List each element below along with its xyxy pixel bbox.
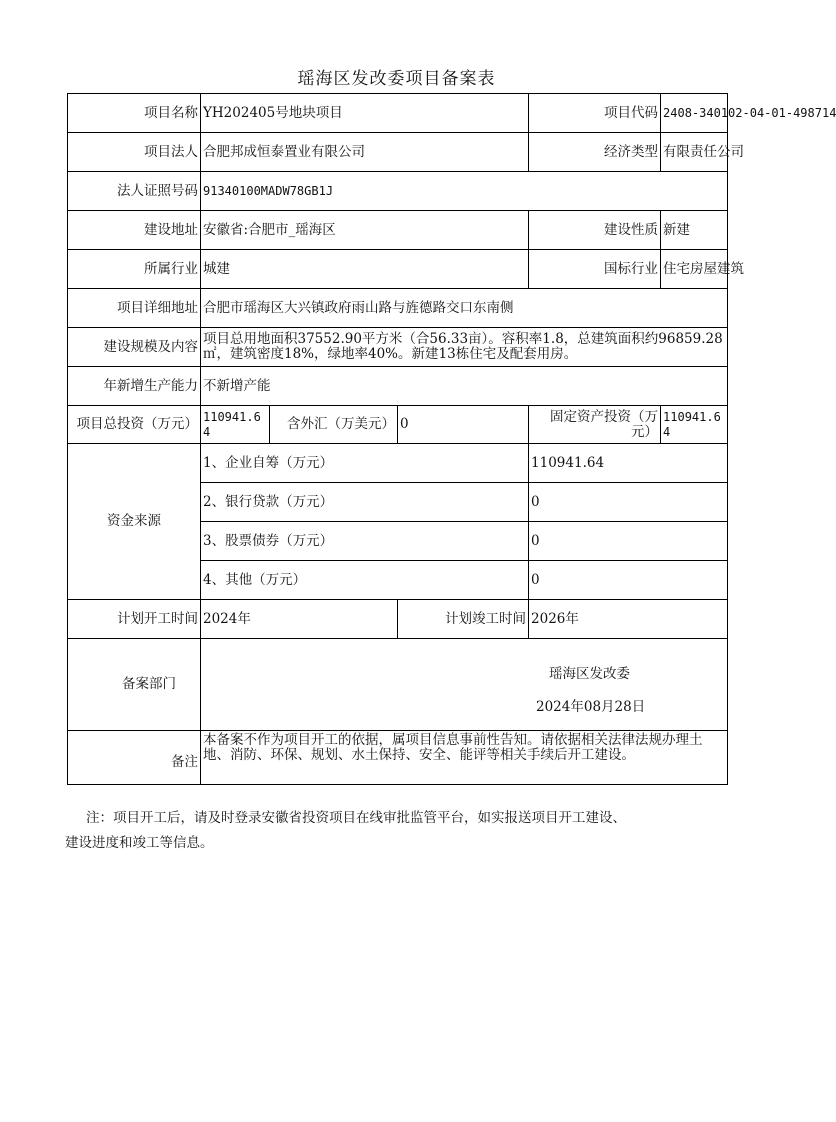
- row-capacity: [68, 367, 728, 406]
- department-date: 2024年08月28日: [536, 699, 646, 715]
- funding-item-label: 1、企业自筹（万元）: [201, 444, 529, 483]
- fixed-investment-value: 110941.64: [661, 406, 728, 444]
- row-detail-address: [68, 289, 728, 328]
- legal-person-label: 项目法人: [68, 133, 201, 172]
- industry-value: 城建: [201, 250, 529, 289]
- row-remark: [68, 731, 728, 785]
- funding-item-value: 0: [529, 483, 728, 522]
- fixed-investment-label: 固定资产投资（万元）: [529, 406, 661, 444]
- project-code-label: 项目代码: [529, 94, 661, 133]
- capacity-label: 年新增生产能力: [68, 367, 201, 406]
- detail-address-label: 项目详细地址: [68, 289, 201, 328]
- economic-type-value: 有限责任公司: [661, 133, 728, 172]
- end-time-value: 2026年: [529, 600, 728, 639]
- detail-address-value: 合肥市瑶海区大兴镇政府雨山路与旌德路交口东南侧: [201, 289, 728, 328]
- page-title: 瑶海区发改委项目备案表: [297, 69, 496, 89]
- remark-value: 本备案不作为项目开工的依据，属项目信息事前性告知。请依据相关法律法规办理土地、消防、环保、规划、水土保持、安全、能评等相关手续后开工建设。: [201, 731, 728, 785]
- row-license: [68, 172, 728, 211]
- site-value: 安徽省:合肥市_瑶海区: [201, 211, 529, 250]
- row-investment: [68, 406, 728, 444]
- industry-label: 所属行业: [68, 250, 201, 289]
- project-name-value: YH202405号地块项目: [201, 94, 529, 133]
- row-site: [68, 211, 728, 250]
- project-name-label: 项目名称: [68, 94, 201, 133]
- legal-person-value: 合肥邦成恒泰置业有限公司: [201, 133, 529, 172]
- funding-item-value: 0: [529, 522, 728, 561]
- license-label: 法人证照号码: [68, 172, 201, 211]
- foreign-exchange-value: 0: [398, 406, 529, 444]
- scale-label: 建设规模及内容: [68, 328, 201, 367]
- funding-label: 资金来源: [68, 444, 201, 600]
- footer-note-line2: 建设进度和竣工等信息。: [65, 835, 214, 851]
- footer-note: [65, 806, 738, 856]
- national-industry-value: 住宅房屋建筑: [661, 250, 728, 289]
- footer-note-line1: 注：项目开工后，请及时登录安徽省投资项目在线审批监管平台，如实报送项目开工建设、: [86, 810, 626, 826]
- scale-value: 项目总用地面积37552.90平方米（合56.33亩）。容积率1.8，总建筑面积约96859.28㎡，建筑密度18%，绿地率40%。新建13栋住宅及配套用房。: [201, 328, 728, 367]
- department-name: 瑶海区发改委: [549, 666, 630, 682]
- remark-label: 备注: [68, 731, 201, 785]
- row-legal-person: [68, 133, 728, 172]
- funding-item-label: 2、银行贷款（万元）: [201, 483, 529, 522]
- license-value: 91340100MADW78GB1J: [201, 172, 728, 211]
- project-code-value: 2408-340102-04-01-498714: [661, 94, 728, 133]
- funding-item-label: 4、其他（万元）: [201, 561, 529, 600]
- start-time-label: 计划开工时间: [68, 600, 201, 639]
- foreign-exchange-label: 含外汇（万美元）: [270, 406, 398, 444]
- start-time-value: 2024年: [201, 600, 398, 639]
- row-project-name: [68, 94, 728, 133]
- department-cell: [201, 639, 728, 731]
- row-scale: [68, 328, 728, 367]
- economic-type-label: 经济类型: [529, 133, 661, 172]
- funding-item-label: 3、股票债券（万元）: [201, 522, 529, 561]
- row-industry: [68, 250, 728, 289]
- nature-value: 新建: [661, 211, 728, 250]
- site-label: 建设地址: [68, 211, 201, 250]
- funding-item-value: 110941.64: [529, 444, 728, 483]
- record-table: [67, 93, 836, 785]
- end-time-label: 计划竣工时间: [398, 600, 529, 639]
- row-funding-1: [68, 444, 728, 483]
- department-label: 备案部门: [68, 639, 201, 731]
- total-investment-value: 110941.64: [201, 406, 270, 444]
- row-department: [68, 639, 728, 731]
- row-schedule: [68, 600, 728, 639]
- total-investment-label: 项目总投资（万元）: [68, 406, 201, 444]
- capacity-value: 不新增产能: [201, 367, 728, 406]
- nature-label: 建设性质: [529, 211, 661, 250]
- national-industry-label: 国标行业: [529, 250, 661, 289]
- funding-item-value: 0: [529, 561, 728, 600]
